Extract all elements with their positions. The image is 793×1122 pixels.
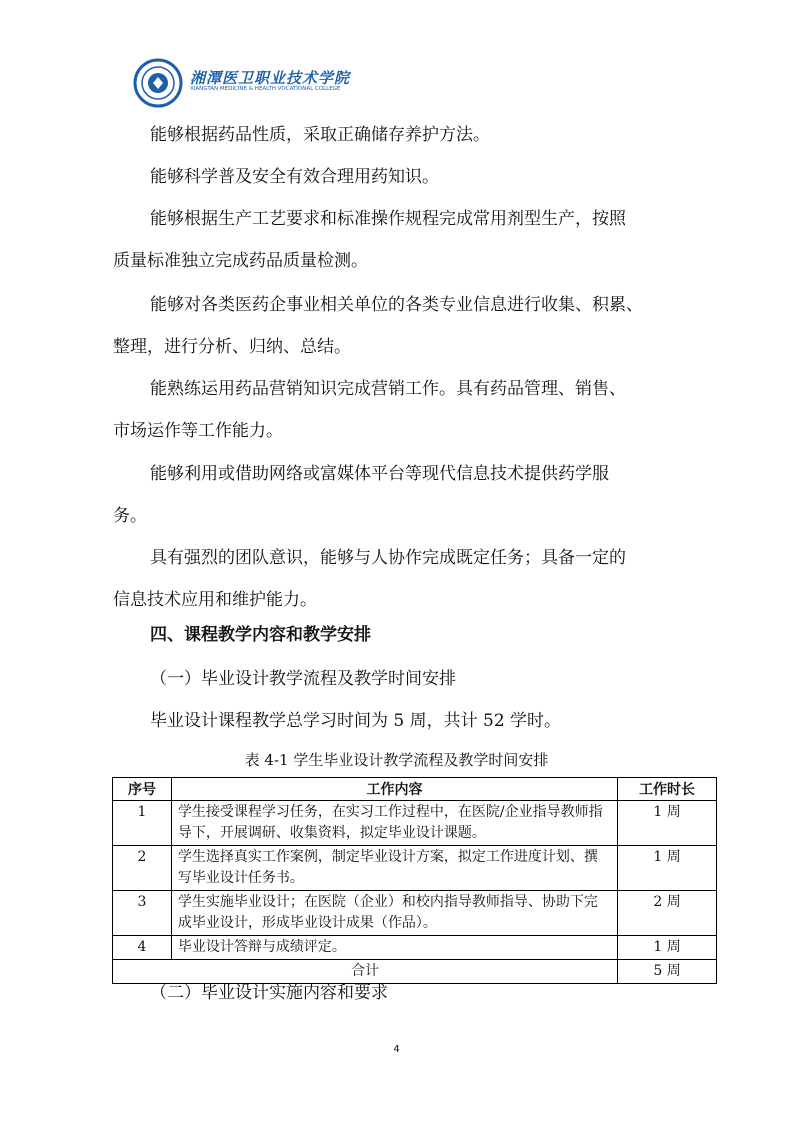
body-paragraph: 质量标准独立完成药品质量检测。 xyxy=(113,251,368,271)
header-index: 序号 xyxy=(113,778,172,801)
table-caption: 表 4-1 学生毕业设计教学流程及教学时间安排 xyxy=(244,751,549,769)
row-index: 2 xyxy=(113,846,172,891)
row-duration: 1 周 xyxy=(618,936,717,960)
school-name-cn: 湘潭医卫职业技术学院 xyxy=(190,69,351,87)
schedule-table xyxy=(112,777,717,984)
row-duration: 2 周 xyxy=(618,891,717,936)
row-duration: 1 周 xyxy=(618,801,717,846)
body-paragraph: 能够根据药品性质，采取正确储存养护方法。 xyxy=(150,125,490,145)
row-content: 学生接受课程学习任务，在实习工作过程中，在医院/企业指导教师指导下，开展调研、收集资料，拟定毕业设计课题。 xyxy=(171,801,617,846)
subheading-implementation: （二）毕业设计实施内容和要求 xyxy=(150,983,388,1003)
row-index: 4 xyxy=(113,936,172,960)
page-header xyxy=(133,58,393,108)
body-paragraph: 市场运作等工作能力。 xyxy=(113,421,283,441)
row-content: 学生实施毕业设计；在医院（企业）和校内指导教师指导、协助下完成毕业设计，形成毕业设计成果（作品）。 xyxy=(171,891,617,936)
row-content: 毕业设计答辩与成绩评定。 xyxy=(171,936,617,960)
row-duration: 1 周 xyxy=(618,846,717,891)
page-number: 4 xyxy=(393,1044,400,1055)
body-paragraph: 信息技术应用和维护能力。 xyxy=(113,590,317,610)
body-paragraph: 能够利用或借助网络或富媒体平台等现代信息技术提供药学服 xyxy=(150,464,609,484)
table-header-row xyxy=(113,778,717,801)
table-row xyxy=(113,801,717,846)
table-row xyxy=(113,891,717,936)
body-paragraph: 整理，进行分析、归纳、总结。 xyxy=(113,337,351,357)
table-row xyxy=(113,936,717,960)
body-paragraph: 能够根据生产工艺要求和标准操作规程完成常用剂型生产，按照 xyxy=(150,209,626,229)
section-heading: 四、课程教学内容和教学安排 xyxy=(150,625,371,645)
body-paragraph: 具有强烈的团队意识，能够与人协作完成既定任务；具备一定的 xyxy=(150,548,626,568)
body-paragraph: 能熟练运用药品营销知识完成营销工作。具有药品管理、销售、 xyxy=(150,379,626,399)
header-content: 工作内容 xyxy=(171,778,617,801)
body-paragraph: 能够科学普及安全有效合理用药知识。 xyxy=(150,167,439,187)
total-label: 合计 xyxy=(113,960,618,984)
table-row xyxy=(113,846,717,891)
summary-text: 毕业设计课程教学总学习时间为 5 周，共计 52 学时。 xyxy=(150,711,562,731)
body-paragraph: 务。 xyxy=(113,506,147,526)
total-value: 5 周 xyxy=(618,960,717,984)
row-index: 3 xyxy=(113,891,172,936)
body-paragraph: 能够对各类医药企事业相关单位的各类专业信息进行收集、积累、 xyxy=(150,295,643,315)
row-index: 1 xyxy=(113,801,172,846)
subheading-schedule: （一）毕业设计教学流程及教学时间安排 xyxy=(150,669,456,689)
school-logo-icon xyxy=(133,58,183,108)
row-content: 学生选择真实工作案例，制定毕业设计方案，拟定工作进度计划、撰写毕业设计任务书。 xyxy=(171,846,617,891)
school-name-en: XIANGTAN MEDICINE & HEALTH VOCATIONAL COLLEGE xyxy=(190,86,341,92)
header-duration: 工作时长 xyxy=(618,778,717,801)
